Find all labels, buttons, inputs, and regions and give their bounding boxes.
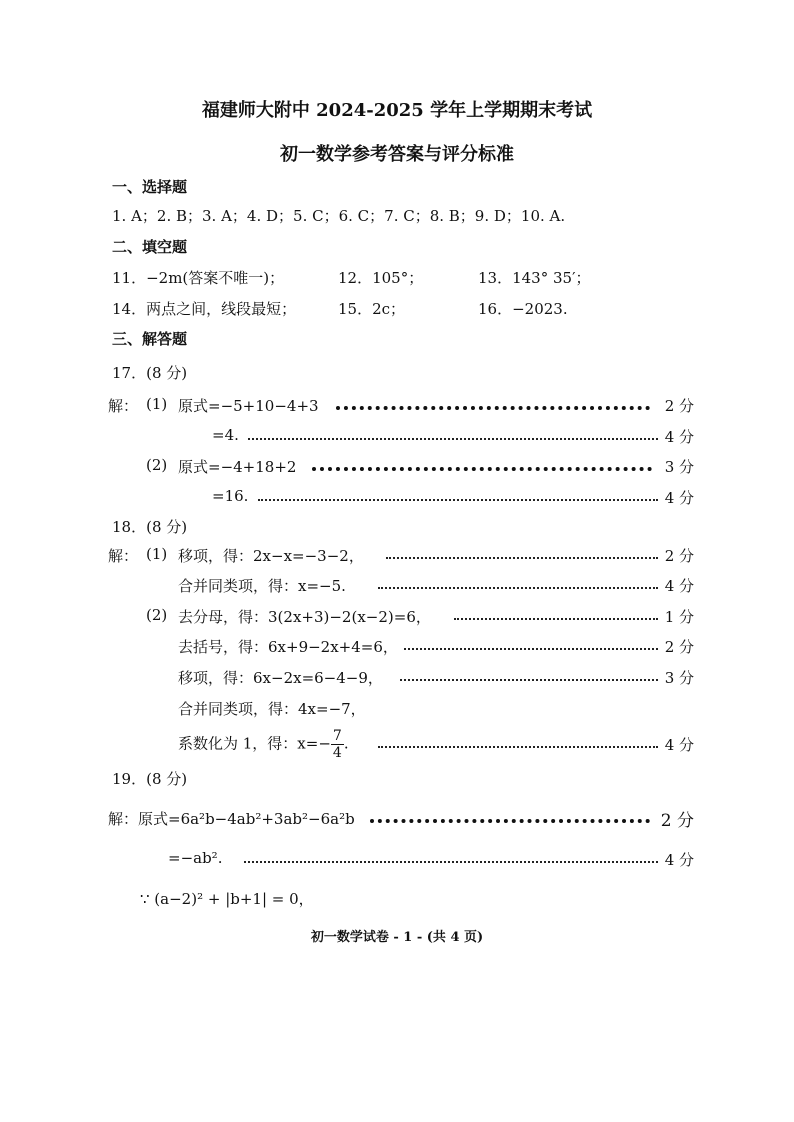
q18-line7 xyxy=(178,728,349,761)
q17-part2-label: (2) xyxy=(146,456,168,474)
q17-line2: =4. xyxy=(212,426,239,444)
fraction-numerator: 7 xyxy=(332,728,342,744)
q18-line7-prefix: 系数化为 1，得：x=− xyxy=(178,734,331,753)
fill-answer-11: 11．−2m(答案不唯一)； xyxy=(112,269,285,287)
q17-solve-label: 解： xyxy=(108,397,139,415)
q18-line5-points: 3 分 xyxy=(664,669,694,687)
fill-answer-12: 12．105°； xyxy=(338,269,424,287)
q17-line4-points: 4 分 xyxy=(664,489,694,507)
dot-leader xyxy=(386,557,658,559)
q19-line3: ∵ (a−2)² + |b+1| = 0， xyxy=(140,890,314,908)
dot-leader xyxy=(244,861,658,863)
choice-answers: 1. A；2. B；3. A；4. D；5. C；6. C；7. C；8. B；9. D；10. A. xyxy=(112,207,566,225)
dot-leader xyxy=(400,679,658,681)
fill-answer-14: 14．两点之间，线段最短； xyxy=(112,300,297,318)
q18-line2: 合并同类项，得：x=−5. xyxy=(178,577,346,595)
fraction xyxy=(331,728,344,761)
q18-part2-label: (2) xyxy=(146,606,168,624)
q18-line7-suffix: . xyxy=(343,734,349,753)
q18-line5: 移项，得：6x−2x=6−4−9， xyxy=(178,669,383,687)
q18-line3-points: 1 分 xyxy=(664,608,694,626)
dot-leader xyxy=(258,499,658,501)
dot-leader xyxy=(378,587,658,589)
q17-line3: 原式=−4+18+2 xyxy=(178,458,297,476)
dot-leader xyxy=(312,467,652,471)
q17-line1: 原式=−5+10−4+3 xyxy=(178,397,319,415)
section-heading-choice: 一、选择题 xyxy=(112,178,188,196)
fraction-denominator: 4 xyxy=(332,745,342,761)
q18-line7-points: 4 分 xyxy=(664,736,694,754)
q18-solve-label: 解： xyxy=(108,547,139,565)
q18-line4: 去括号，得：6x+9−2x+4=6， xyxy=(178,638,398,656)
q19-line2-points: 4 分 xyxy=(664,851,694,869)
q17-part1-label: (1) xyxy=(146,395,168,413)
dot-leader xyxy=(370,819,650,823)
q17-line4: =16. xyxy=(212,487,249,505)
q18-line6: 合并同类项，得：4x=−7， xyxy=(178,700,366,718)
q19-line1-points: 2 分 xyxy=(660,811,694,831)
q19-heading: 19．(8 分) xyxy=(112,770,188,788)
q17-heading: 17．(8 分) xyxy=(112,364,188,382)
dot-leader xyxy=(378,746,658,748)
q17-line3-points: 3 分 xyxy=(664,458,694,476)
q19-line1: 原式=6a²b−4ab²+3ab²−6a²b xyxy=(138,810,355,828)
fill-answer-16: 16．−2023. xyxy=(478,300,568,318)
q19-solve-label: 解： xyxy=(108,810,139,828)
page-footer: 初一数学试卷 - 1 - (共 4 页) xyxy=(310,930,484,945)
fill-answer-13: 13．143° 35′； xyxy=(478,269,591,287)
q18-line4-points: 2 分 xyxy=(664,638,694,656)
section-heading-solve: 三、解答题 xyxy=(112,330,188,348)
dot-leader xyxy=(454,618,658,620)
q18-line1-points: 2 分 xyxy=(664,547,694,565)
dot-leader xyxy=(336,406,650,410)
q18-line1: 移项，得：2x−x=−3−2， xyxy=(178,547,364,565)
q18-line3: 去分母，得：3(2x+3)−2(x−2)=6， xyxy=(178,608,431,626)
exam-subtitle: 初一数学参考答案与评分标准 xyxy=(280,144,514,165)
q17-line2-points: 4 分 xyxy=(664,428,694,446)
fill-answer-15: 15．2c； xyxy=(338,300,406,318)
q18-heading: 18．(8 分) xyxy=(112,518,188,536)
exam-title: 福建师大附中 2024-2025 学年上学期期末考试 xyxy=(201,100,593,121)
section-heading-fill: 二、填空题 xyxy=(112,238,188,256)
q18-part1-label: (1) xyxy=(146,545,168,563)
q19-line2: =−ab². xyxy=(168,849,223,867)
dot-leader xyxy=(248,438,658,440)
q18-line2-points: 4 分 xyxy=(664,577,694,595)
q17-line1-points: 2 分 xyxy=(664,397,694,415)
dot-leader xyxy=(404,648,658,650)
